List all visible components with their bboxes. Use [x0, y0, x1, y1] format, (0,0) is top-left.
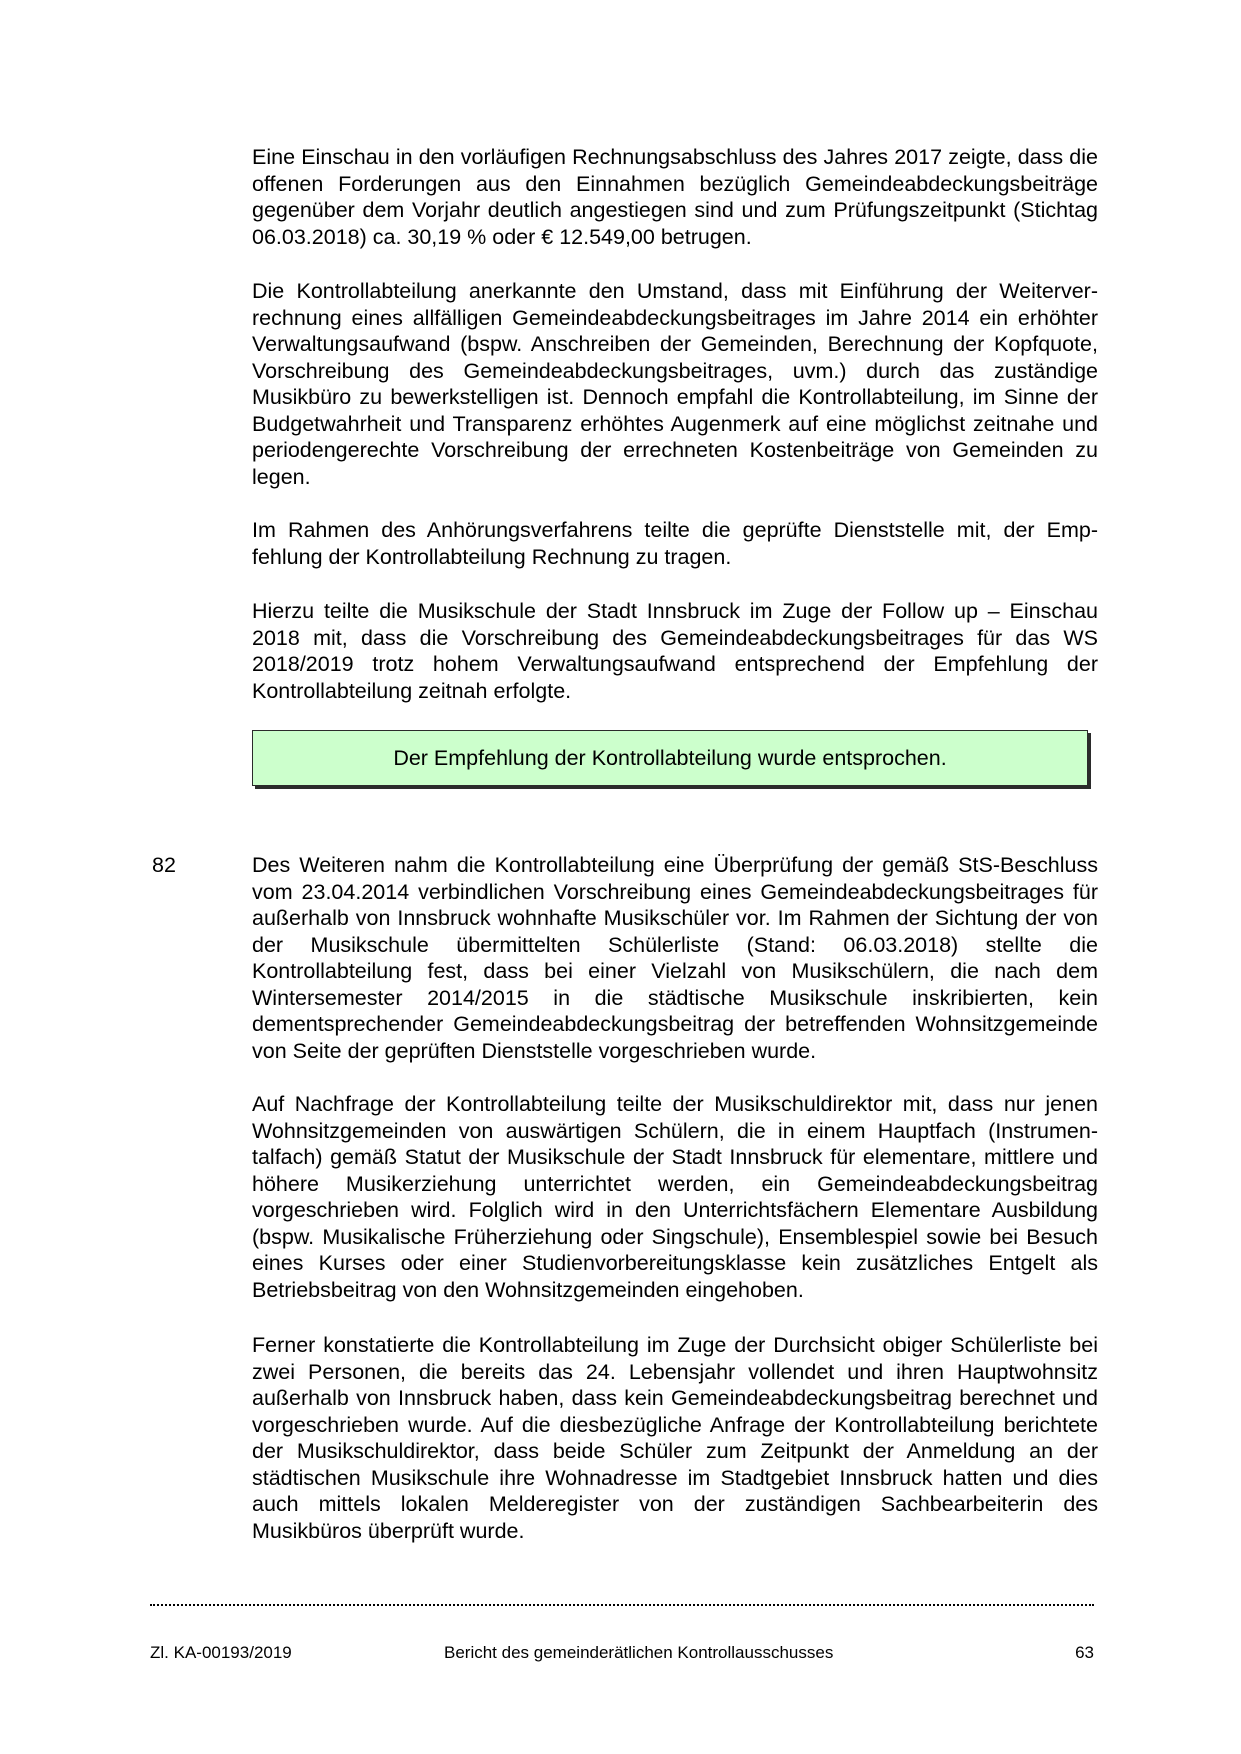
paragraph-ueberpruefung: Des Weiteren nahm die Kontrollabteilung eine Überprüfung der gemäß StS-Beschluss vom 23.04.2014 verbindlichen Vorschreibung eines Gemeindeabdeckungsbeitrages für außerhalb von Innsbruck wohnhafte Musikschüler vor. Im Rahmen der Sichtung der von der Musikschule übermittelten Schülerliste (Stand: 06.03.2018) stellte die Kontrollabteilung fest, dass bei einer Vielzahl von Musikschülern, die nach dem Wintersemester 2014/2015 in die städtische Musikschule inskribierten, kein dementsprechender Gemeindeabdeckungsbeitrag der betreffenden Wohnsitzgemeinde von Seite der geprüften Dienststelle vorgeschrieben wurde.	[252, 853, 1098, 1063]
paragraph-verwaltungsaufwand: Die Kontrollabteilung anerkannte den Umstand, dass mit Einführung der Weiterverrechnung eines allfälligen Gemeindeabdeckungsbeitrages im Jahre 2014 ein erhöhter Verwaltungsaufwand (bspw. Anschreiben der Gemeinden, Berechnung der Kopfquote, Vorschreibung des Gemeindeabdeckungsbeitrages, uvm.) durch das zuständige Musikbüro zu bewerkstelligen ist. Dennoch empfahl die Kontrollabteilung, im Sinne der Budgetwahrheit und Transparenz erhöhtes Augenmerk auf eine möglichst zeitnahe und periodengerechte Vorschreibung der errechneten Kostenbeiträge von Gemeinden zu legen.	[252, 279, 1098, 489]
paragraph-follow-up: Hierzu teilte die Musikschule der Stadt Innsbruck im Zuge der Follow up – Einschau 2018 mit, dass die Vorschreibung des Gemeindeabdeckungsbeitrages für das WS 2018/2019 trotz hohem Verwaltungsaufwand entsprechend der Empfehlung der Kontrollabteilung zeitnah erfolgte.	[252, 599, 1098, 703]
paragraph-anhoerungsverfahren: Im Rahmen des Anhörungsverfahrens teilte die geprüfte Dienststelle mit, der Empfehlung der Kontrollabteilung Rechnung zu tragen.	[252, 518, 1098, 569]
paragraph-schuelerliste: Ferner konstatierte die Kontrollabteilung im Zuge der Durchsicht obiger Schülerliste bei zwei Personen, die bereits das 24. Lebensjahr vollendet und ihren Hauptwohnsitz außerhalb von Innsbruck haben, dass kein Gemeindeabdeckungsbeitrag berechnet und vorgeschrieben wurde. Auf die diesbezügliche Anfrage der Kontrollabteilung berichtete der Musikschuldirektor, dass beide Schüler zum Zeitpunkt der Anmeldung an der städtischen Musikschule ihre Wohnadresse im Stadtgebiet Innsbruck hatten und dies auch mittels lokalen Melderegister von der zuständigen Sachbearbeiterin des Musikbüros überprüft wurde.	[252, 1333, 1098, 1543]
page-footer	[150, 1641, 1094, 1665]
footer-title: Bericht des gemeinderätlichen Kontrollausschusses	[444, 1643, 834, 1662]
paragraph-forderungen: Eine Einschau in den vorläufigen Rechnungsabschluss des Jahres 2017 zeigte, dass die offenen Forderungen aus den Einnahmen bezüglich Gemeindeabdeckungsbeiträge gegenüber dem Vorjahr deutlich angestiegen sind und zum Prüfungszeitpunkt (Stichtag 06.03.2018) ca. 30,19 % oder € 12.549,00 betrugen.	[252, 145, 1098, 249]
recommendation-status-text: Der Empfehlung der Kontrollabteilung wurde entsprochen.	[393, 746, 947, 770]
section-number: 82	[152, 853, 176, 877]
footer-divider	[150, 1604, 1094, 1606]
footer-reference: Zl. KA-00193/2019	[150, 1643, 292, 1662]
recommendation-status-box	[252, 730, 1088, 786]
footer-page-number: 63	[1075, 1643, 1094, 1662]
paragraph-nachfrage: Auf Nachfrage der Kontrollabteilung teilte der Musikschuldirektor mit, dass nur jenen Wohnsitzgemeinden von auswärtigen Schülern, die in einem Hauptfach (Instrumentalfach) gemäß Statut der Musikschule der Stadt Innsbruck für elementare, mittlere und höhere Musikerziehung unterrichtet werden, ein Gemeindeabdeckungsbeitrag vorgeschrieben wird. Folglich wird in den Unterrichtsfächern Elementare Ausbildung (bspw. Musikalische Früherziehung oder Singschule), Ensemblespiel sowie bei Besuch eines Kurses oder einer Studienvorbereitungsklasse kein zusätzliches Entgelt als Betriebsbeitrag von den Wohnsitzgemeinden eingehoben.	[252, 1092, 1098, 1302]
